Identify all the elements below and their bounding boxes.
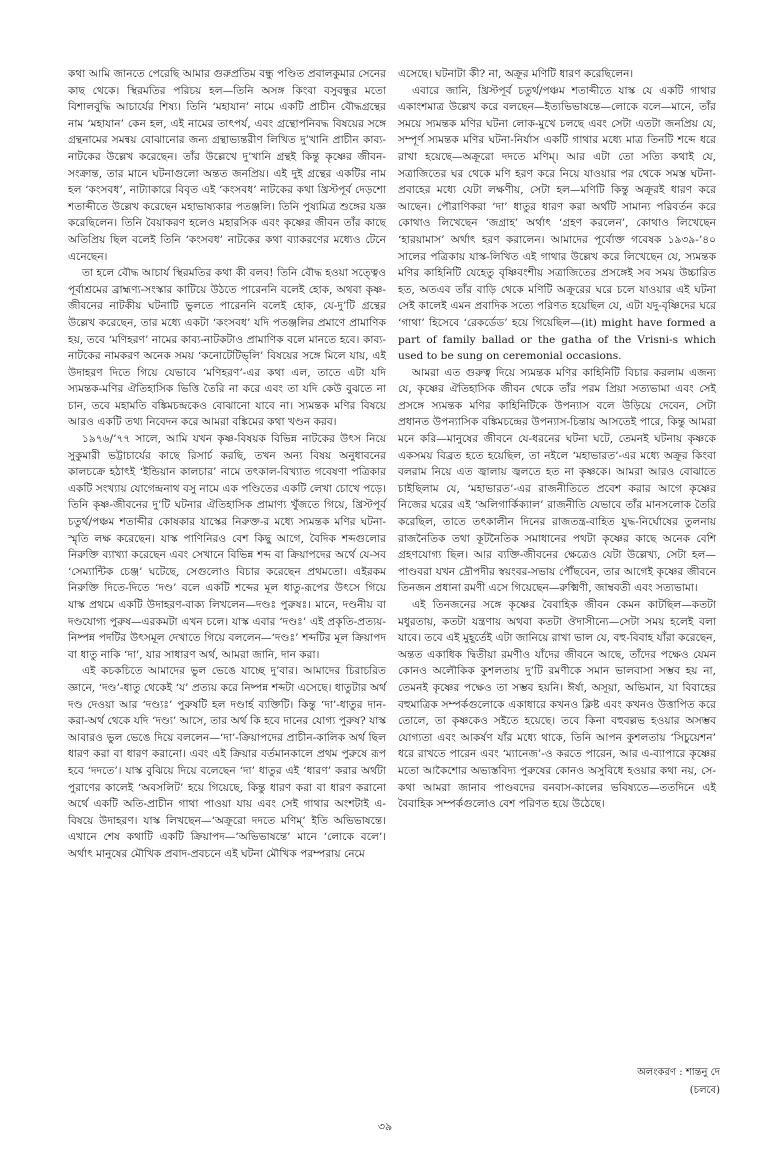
paragraph: এবারে জানি, খ্রিস্টপূর্ব চতুর্থ/পঞ্চম শতাব্দীতে যাস্ক যে একটি গাথার একাংশমাত্র উল্লেখ করে বলছেন—ইত্যভিভাষন্তে—লোকে বলে—মানে, তাঁর সময়ে স্যমন্তক মণির ঘটনা লোক-মুখে চলছে এবং সেটা এতটা জনপ্রিয় যে, সম্পূর্ণ স্যমন্তক মণির ঘটনা-নির্যাস একটি গাথার মধ্যে মাত্র তিনটি শব্দে ধরে রাখা হয়েছে—অক্রূরো দদতে মণিম্‌। আর এটা তো সত্যি কথাই যে, সত্রাজিতের ঘর থেকে মণি হরণ করে নিয়ে যাওয়ার পর থেকে সমস্ত ঘটনা-প্রবাহের মধ্যে যেটা লক্ষণীয়, সেটা হল—মণিটি কিন্তু অক্রূরই ধারণ করে আছেন। পৌরাণিকরা ‘দা’ ধাতুর ধারণ করা অর্থটি সামান্য পরিবর্তন করে কোথাও লিখেছেন ‘জগ্রাহ’ অর্থাৎ ‘গ্রহণ করলেন’, কোথাও লিখেছেন ‘হারয়ামাস’ অর্থাৎ হরণ করালেন। আমাদের পূর্বোক্ত গবেষক ১৯৩৯-’৪০ সালের পত্রিকায় যাস্ক-লিখিত এই গাথার উল্লেখ করে লিখেছেন যে, স্যমন্তক মণির কাহিনিটি যেহেতু বৃষ্ণিবংশীয় সত্রাজিতের প্রসঙ্গেই সব সময় উচ্চারিত হত, অতএব তাঁর বাড়ি থেকে মণিটি অক্রূরের ঘরে চলে যাওয়ার এই ঘটনা সেই কালেই এমন প্রবাদিক সত্যে পরিণত হয়েছিল যে, এটা যদু-বৃষ্ণিদের ঘরে ‘গাথা’ হিসেবে ‘রেকর্ডেড’ হয়ে গিয়েছিল—(it) might have formed a part of family ballad or the gatha of the Vrisni-s which used to be sung on ceremonial occasions. xyxy=(398,84,716,363)
illustration-credit: অলংকরণ : শান্তনু দে xyxy=(637,1067,720,1078)
paragraph: এসেছে। ঘটনাটা কী? না, অক্রূর মণিটি ধারণ করেছিলেন। xyxy=(398,68,634,80)
paragraph: তা হলে বৌদ্ধ আচার্য স্থিরমতির কথা কী বলব! তিনি বৌদ্ধ হওয়া সত্ত্বেও পূর্বাশ্রমের ব্রাহ্মণ্য-সংস্কার কাটিয়ে উঠতে পারেননি বলেই হোক, অথবা কৃষ্ণ-জীবনের নাটকীয় ঘটনাটি ভুলতে পারেননি বলেই হোক, যে-দু’টি গ্রন্থের উল্লেখ করেছেন, তার মধ্যে একটা ‘কংসবধ’ যদি পতঞ্জলির প্রমাণে প্রামাণিক হয়, তবে ‘মণিহরণ’ নামের কাব্য-নাটকটাও প্রামাণিক বলে মানতে হবে। কাব্য-নাটকের নামকরণ অনেক সময় ‘কনোটেটিভ্‌লি’ বিষয়ের সঙ্গে মিলে যায়, এই উদাহরণ দিতে গিয়ে যেভাবে ‘মণিহরণ’-এর কথা এল, তাতে এটা যদি স্যমন্তক-মণির ঐতিহাসিক ভিত্তি তৈরি না করে এবং তা যদি কেউ বুঝতে না চান, তবে মহামতি বঙ্কিমচন্দ্রকেও বোঝানো যাবে না। স্যমন্তক মণির বিষয়ে আরও একটি তথ্য নিবেদন করে আমরা বঙ্কিমের কথা খণ্ডন করব। xyxy=(68,267,386,429)
page-number: ৩৯ xyxy=(377,1120,393,1133)
credit-block xyxy=(600,1064,720,1100)
paragraph: আমরা এত গুরুত্ব দিয়ে স্যমন্তক মণির কাহিনিটি বিচার করলাম এজন্য যে, কৃষ্ণের ঐতিহাসিক জীবন থেকে তাঁর পরম প্রিয়া সত্যভামা এবং সেই প্রসঙ্গে স্যমন্তক মণির কাহিনিটিকে উপন্যাস বলে উড়িয়ে দেবেন, সেটা প্রধানত উপন্যাসিক বঙ্কিমচন্দ্রের উপন্যাস-চিন্তায় আসতেই পারে, কিন্তু আমরা মনে করি—মানুষের জীবনে যে-ধরনের ঘটনা ঘটে, তেমনই ঘটনায় কৃষ্ণকে একসময় বিব্রত হতে হয়েছিল, তা নইলে ‘মহাভারত’-এর মধ্যে অক্রূর কিংবা বলরাম নিয়ে এত জ্বালায় জ্বলতে হত না কৃষ্ণকে। আমরা আরও বোঝাতে চাইছিলাম যে, ‘মহাভারত’-এর রাজনীতিতে প্রবেশ করার আগে কৃষ্ণের নিজের ঘরের এই ‘অলিগার্কিক্যাল’ রাজনীতি যেভাবে তাঁর মানসলোক তৈরি করেছিল, তাতে তৎকালীন দিনের রাজতন্ত্র-বাহিত যুদ্ধ-নির্ঘোষের তুলনায় রাজনৈতিক তথা কূটনৈতিক সমাধানের পথটা কৃষ্ণের কাছে অনেক বেশি গ্রহণযোগ্য ছিল। আর ব্যক্তি-জীবনের ক্ষেত্রেও যেটা উল্লেখ্য, সেটা হল—পাণ্ডবরা যখন দ্রৌপদীর স্বয়ংবর-সভায় পৌঁছবেন, তার আগেই কৃষ্ণের জীবনে তিনজন প্রধানা রমণী এসে গিয়েছেন—রুক্মিণী, জাম্ববতী এবং সত্যভামা। xyxy=(398,366,716,595)
to-be-continued: (চলবে) xyxy=(689,1085,720,1096)
paragraph: এই কচকচিতে আমাদের ভুল ভেঙে যাচ্ছে দু’বার। আমাদের চিরাচরিত জ্ঞানে, ‘দণ্ড’-ধাতু থেকেই ‘য’ প্রত্যয় করে নিষ্পন্ন শব্দটা এসেছে। ধাতুটার অর্থ দণ্ড দেওয়া আর ‘দণ্ড্যঃ’ পুরুষটি হল দণ্ডার্হ ব্যক্তিটি। কিন্তু ‘দা’-ধাতুর দান-করা-অর্থ থেকে যদি ‘দণ্ড্য’ আসে, তার অর্থ কি হবে দানের যোগ্য পুরুষ? যাস্ক আবারও ভুল ভেঙে দিয়ে বললেন—‘দা’-ক্রিয়াপদের প্রাচীন-কালিক অর্থ ছিল ধারণ করা বা ধারণ করানো। এবং এই ক্রিয়ার বর্তমানকালে প্রথম পুরুষে রূপ হবে ‘দদতে’। যাস্ক বুঝিয়ে দিয়ে বলেছেন ‘দা’ ধাতুর এই ‘ধারণ’ করার অর্থটা পুরাণের কালেই ‘অবসলিট’ হয়ে গিয়েছে, কিন্তু ধারণ করা বা ধারণ করানো অর্থে একটি অতি-প্রাচীন গাথা পাওয়া যায় এবং সেই গাথার অংশটাই এ-বিষয়ে উদাহরণ। যাস্ক লিখছেন—‘অক্রূরো দদতে মণিম্‌’ ইতি অভিভাষন্তে। এখানে শেষ কথাটি একটি ক্রিয়াপদ—‘অভিভাষন্তে’ মানে ‘লোকে বলে’। অর্থাৎ মানুষের মৌখিক প্রবাদ-প্রবচনে এই ঘটনা মৌখিক পরম্পরায় নেমে xyxy=(68,665,386,860)
left-column xyxy=(68,66,386,863)
paragraph: এই তিনজনের সঙ্গে কৃষ্ণের বৈবাহিক জীবন কেমন কাটছিল—কতটা মধুরতায়, কতটা যন্ত্রণায় অথবা কতটা ঔদাসীন্যে—সেটা সময় হলেই বলা যাবে। তবে এই মুহূর্তেই এটা জানিয়ে রাখা ভাল যে, বহু-বিবাহ যাঁরা করেছেন, অন্তত একাধিক দ্বিতীয়া রমণীও যাঁদের জীবনে আছে, তাঁদের পক্ষেও যেমন কোনও অলৌকিক কুশলতায় দু’টি রমণীকে সমান ভালবাসা সম্ভব হয় না, তেমনই কৃষ্ণের পক্ষেও তা সম্ভব হয়নি। ঈর্ষা, অসূয়া, অভিমান, যা বিবাহের বহুমাত্রিক সম্পর্কগুলোকে একাধারে কখনও ক্লিষ্ট এবং কখনও উত্তাপিত করে তোলে, তা কৃষ্ণকেও সইতে হয়েছে। তবে কিনা বহুবল্লভ হওয়ার অসম্ভব যোগ্যতা এবং আকর্ষণ যাঁর মধ্যে থাকে, তিনি আপন কুশলতায় ‘সিচুয়েশন’ ধরে রাখতে পারেন এবং ‘ম্যানেজ’-ও করতে পারেন, আর এ-ব্যাপারে কৃষ্ণের মতো আকৈশোর অভ্যস্তবিদ্য পুরুষের কোনও অসুবিধে হওয়ার কথা নয়, সে-কথা আমরা জানাব পাণ্ডবদের বনবাস-কালের ভবিষ্যতে—ততদিনে এই বৈবাহিক সম্পর্কগুলোও বেশ পরিণত হয়ে উঠেছে। xyxy=(398,599,716,811)
paragraph: কথা আমি জানতে পেরেছি আমার গুরুপ্রতিম বন্ধু পণ্ডিত প্রবালকুমার সেনের কাছ থেকে। স্থিরমতির পরিচয় হল—তিনি অসঙ্গ কিংবা বসুবন্ধুর মতো বিশালবুদ্ধি আচার্যের শিষ্য। তিনি ‘মহাযান’ নামে একটি প্রাচীন বৌদ্ধগ্রন্থের নাম ‘মহাযান’ কেন হল, এই নামের তাৎপর্য, এবং গ্রন্থোপনিবদ্ধ বিষয়ের সঙ্গে গ্রন্থনামের সমন্বয় বোঝানোর জন্য গ্রন্থাভ্যন্তরীণ লিখিত দু’খানি প্রাচীন কাব্য-নাটকের উল্লেখ করেছেন। তাঁর উল্লেখে দু’খানি গ্রন্থই কিন্তু কৃষ্ণের জীবন-সংক্রান্ত, তার মানে ঘটনাগুলো অন্তত জনপ্রিয়। এই দুই গ্রন্থের একটির নাম হল ‘কংসবধ’, নাট্যাকারে বিবৃত এই ‘কংসবধ’ নাটকের কথা খ্রিস্টপূর্ব দেড়শো শতাব্দীতে উল্লেখ করেছেন মহাভাষ্যকার পতঞ্জলি। তিনি পুষ্যমিত্র শুঙ্গের যজ্ঞ করেছিলেন। তিনি বৈয়াকরণ হলেও মহারসিক এবং কৃষ্ণের জীবন তাঁর কাছে অতিপ্রিয় ছিল বলেই তিনি ‘কংসবধ’ নাটকের কথা ব্যাকরণের মধ্যেও টেনে এনেছেন। xyxy=(68,68,386,263)
right-column xyxy=(398,66,716,813)
paragraph: ১৯৭৬/’৭৭ সালে, আমি যখন কৃষ্ণ-বিষয়ক বিভিন্ন নাটকের উৎস নিয়ে সুকুমারী ভট্টাচার্যের কাছে রিসার্চ করছি, তখন অন্য বিষয় অনুধাবনের কালচক্রে হঠাৎই ‘ইন্ডিয়ান কালচার’ নামে তৎকাল-বিখ্যাত গবেষণা পত্রিকার একটি সংখ্যায় যোগেন্দ্রনাথ বসু নামে এক পণ্ডিতের একটি লেখা চোখে পড়ে। তিনি কৃষ্ণ-জীবনের দু’টি ঘটনার ঐতিহাসিক প্রামাণ্য খুঁজতে গিয়ে, খ্রিস্টপূর্ব চতুর্থ/পঞ্চম শতাব্দীর কোষকার যাস্কের নিরুক্ত-র মধ্যে স্যমন্তক মণির ঘটনা-স্মৃতি লক্ষ করেছেন। যাস্ক পাণিনিরও বেশ কিছু আগে, বৈদিক শব্দগুলোর নিরুক্তি ব্যাখ্যা করেছেন এবং সেখানে বিভিন্ন শব্দ বা ক্রিয়াপদের অর্থে যে-সব ‘সেম্যান্টিক চেঞ্জ’ ঘটেছে, সেগুলোও বিচার করেছেন প্রথমতো। এইরকম নিরুক্তি দিতে-দিতে ‘দণ্ড’ বলে একটি শব্দের মূল ধাতু-রূপের উৎসে গিয়ে যাস্ক প্রথমে একটি উদাহরণ-বাক্য লিখলেন—দণ্ডঃ পুরুষঃ। মানে, দণ্ডনীয় বা দণ্ডযোগ্য পুরুষ—এরকমটা এখন চলে। যাস্ক এবার ‘দণ্ডঃ’ এই প্রকৃতি-প্রত্যয়-নিষ্পন্ন পদটির উৎসমূল দেখাতে গিয়ে বললেন—‘দণ্ডঃ’ শব্দটির মূল ক্রিয়াপদ বা ধাতু নাকি ‘দা’, যার সাধারণ অর্থ, আমরা জানি, দান করা। xyxy=(68,433,387,661)
